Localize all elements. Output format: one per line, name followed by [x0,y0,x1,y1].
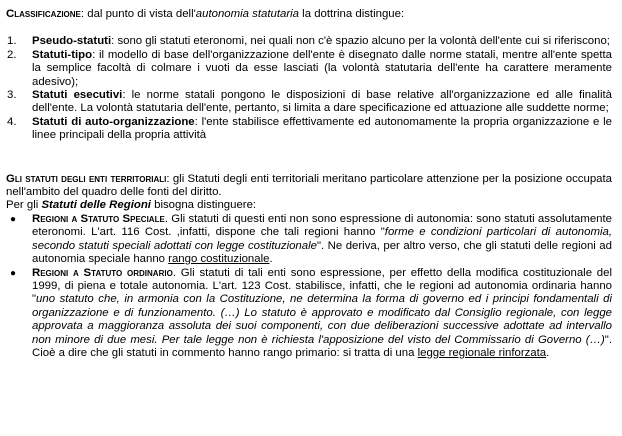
territorial-entities-heading: Gli statuti degli enti territoriali [6,172,167,185]
territorial-entities-paragraph: Gli statuti degli enti territoriali: gli Statuti degli enti territoriali meritano particolare attenzione per la posizione occupata nell'ambito del quadro delle fonti del diritto. [6,172,612,199]
list-item-special-statute: ● Regioni a Statuto Speciale. Gli statuti di questi enti non sono espressione di autonomia: sono statuti assolutamente eteronomi. L'art. 116 Cost. ,infatti, dispone che tali regioni hanno "forme e condizioni particolari di autonomia, secondo statuti speciali adottati con legge costituzionale". Ne deriva, per altro verso, che gli statuti delle regioni ad autonomia speciale hanno rango costituzionale. [10,212,612,266]
bullet-icon: ● [10,213,17,225]
classification-heading: Classificazione [6,8,81,20]
list-item-ordinary-statute: ● Regioni a Statuto ordinario. Gli statuti di tali enti sono espressione, per effetto della modifica costituzionale del 1999, di piena e totale autonomia. L'art. 123 Cost. stabilisce, infatti, che le regioni ad autonomia ordinaria hanno "uno statuto che, in armonia con la Costituzione, ne determina la forma di governo ed i principi fondamentali di organizzazione e di funzionamento. (…) Lo statuto è approvato e modificato dal Consiglio regionale, con legge approvata a maggioranza assoluta dei suoi componenti, con due deliberazioni successive adottate ad intervallo non minore di due mesi. Per tale legge non è richiesta l'apposizione del visto del Commissario di Governo (…)". Cioè a dire che gli statuti in commento hanno rango primario: si tratta di una legge regionale rinforzata. [10,266,613,359]
list-item: 3. Statuti esecutivi: le norme statali pongono le disposizioni di base relative all'organizzazione ed alle finalità dell'ente. La volontà statutaria dell'ente, pertanto, si limita a dare specificazione ed attuazione alle suddette norme; [7,89,612,115]
list-item: 2. Statuti-tipo: il modello di base dell'organizzazione dell'ente è disegnato dalle norme statali, mentre all'ente spetta la semplice facoltà di colmare i vuoti da esse lasciati (la volontà statutaria dell'ente ha carattere meramente adesivo); [7,48,612,88]
bullet-icon: ● [10,267,17,279]
regions-intro: Per gli Statuti delle Regioni bisogna distinguere: [6,199,257,212]
classification-paragraph: Classificazione: dal punto di vista dell'autonomia statutaria la dottrina distingue: [6,8,405,20]
list-item: 1. Pseudo-statuti: sono gli statuti eteronomi, nei quali non c'è spazio alcuno per la volontà dell'ente cui si riferiscono; [7,35,610,48]
statute-types-list [6,35,612,142]
document-page [6,8,612,360]
list-item: 4. Statuti di auto-organizzazione: l'ente stabilisce effettivamente ed autonomamente la propria organizzazione e le linee principali della propria attività [7,115,612,142]
regions-list [6,213,612,360]
